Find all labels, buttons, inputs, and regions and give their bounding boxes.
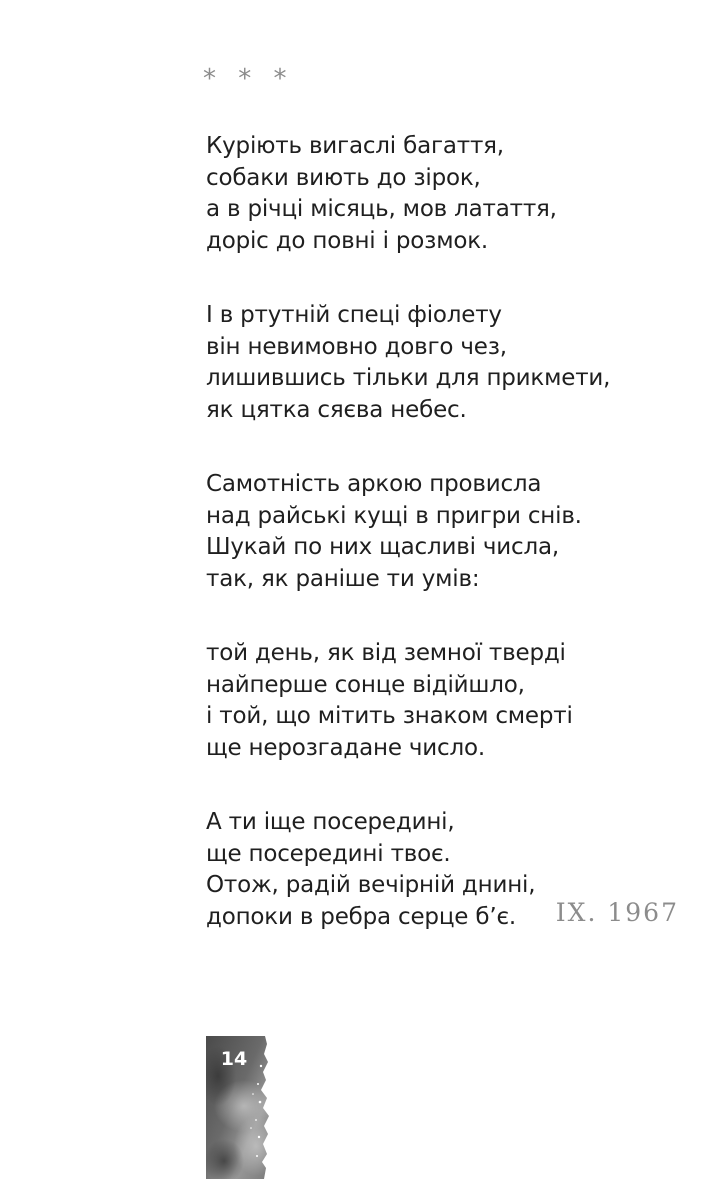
- poem-line: і той, що мітить знаком смерті: [206, 703, 573, 729]
- poem-line: як цятка сяєва небес.: [206, 396, 467, 423]
- poem-line: лишившись тільки для прикмети,: [206, 365, 611, 391]
- page-number: 14: [220, 1048, 248, 1070]
- poem-line: найперше сонце відійшло,: [206, 671, 525, 698]
- poem: [206, 131, 686, 976]
- poem-line: допоки в ребра серце б’є.: [206, 903, 516, 930]
- poem-line: І в ртутній спеці фіолету: [206, 302, 502, 328]
- poem-line: ще нерозгадане число.: [206, 734, 485, 761]
- poem-line: а в річці місяць, мов латаття,: [206, 196, 557, 222]
- poem-line: Самотність аркою провисла: [206, 471, 542, 497]
- poem-date: IX. 1967: [555, 898, 679, 927]
- stanza-2: [206, 300, 686, 426]
- stanza-1: [206, 131, 686, 257]
- poem-line: Отож, радій вечірній днині,: [206, 872, 536, 898]
- poem-line: Шукай по них щасливі числа,: [206, 534, 559, 560]
- poem-line: Куріють вигаслі багаття,: [206, 133, 504, 159]
- stanza-3: [206, 469, 686, 595]
- poem-line: він невимовно довго чез,: [206, 333, 507, 360]
- poem-line: над райські кущі в пригри снів.: [206, 502, 582, 529]
- poem-line: А ти іще посередині,: [206, 809, 455, 835]
- poem-line: так, як раніше ти умів:: [206, 565, 480, 592]
- section-break-asterisks: * * *: [203, 64, 294, 94]
- page-number-tab: [206, 1036, 270, 1179]
- poem-line: доріс до повні і розмок.: [206, 227, 489, 254]
- poem-line: собаки виють до зірок,: [206, 164, 481, 191]
- stanza-4: [206, 638, 686, 764]
- poem-line: ще посередині твоє.: [206, 840, 451, 867]
- poem-line: той день, як від земної тверді: [206, 640, 566, 666]
